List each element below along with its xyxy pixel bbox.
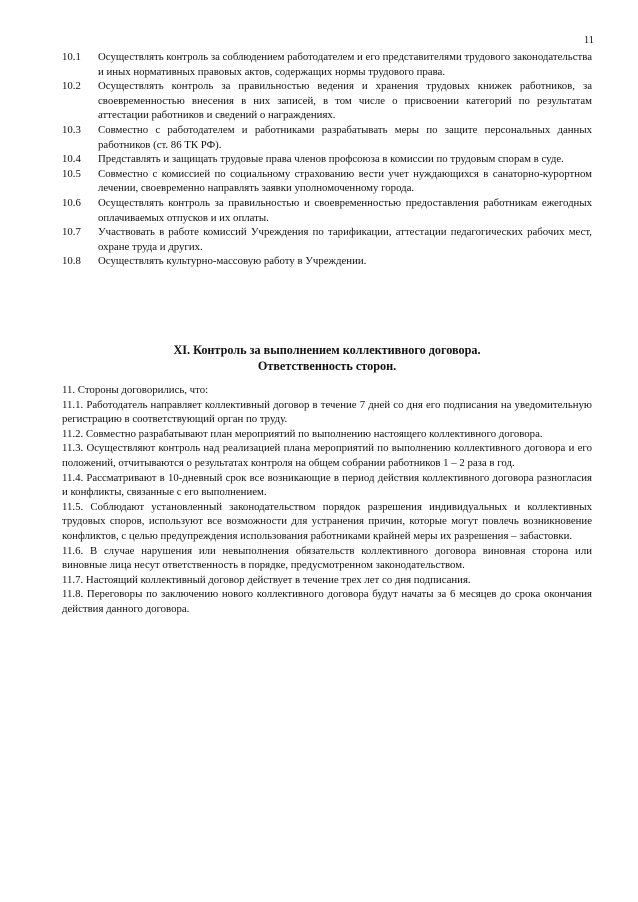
paragraph: 11.1. Работодатель направляет коллективный договор в течение 7 дней со дня его подписания на уведомительную регистрацию в соответствующий орган по труду. xyxy=(62,398,592,426)
paragraph: 11.4. Рассматривают в 10-дневный срок все возникающие в период действия коллективного договора разногласия и конфликты, связанные с его выполнением. xyxy=(62,471,592,499)
paragraph: 11.3. Осуществляют контроль над реализацией плана мероприятий по выполнению коллективного договора и его положений, отчитываются о результатах контроля на общем собрании работников 1 – 2 раза в год. xyxy=(62,442,592,469)
list-item xyxy=(62,225,592,254)
section-title: XI. Контроль за выполнением коллективного договора. xyxy=(173,343,481,357)
list-item xyxy=(62,152,592,167)
paragraph: 11.8. Переговоры по заключению нового коллективного договора будут начаты за 6 месяцев до срока окончания действия данного договора. xyxy=(62,588,592,615)
list-item-number: 10.6 xyxy=(62,196,81,209)
list-item-text: Участвовать в работе комиссий Учреждения по тарификации, аттестации педагогических рабочих мест, охране труда и других. xyxy=(98,226,592,253)
list-item-number: 10.8 xyxy=(62,255,81,268)
paragraph: 11. Стороны договорились, что: xyxy=(62,384,209,396)
list-item-text: Совместно с комиссией по социальному страхованию вести учет нуждающихся в санаторно-курортном лечении, своевременно направлять заявки уполномоченному города. xyxy=(98,167,592,195)
paragraph: 11.6. В случае нарушения или невыполнения обязательств коллективного договора виновная сторона или виновные лица несут ответственность в порядке, предусмотренном законодательством. xyxy=(62,544,592,572)
page-number: 11 xyxy=(583,35,594,46)
list-item-text: Совместно с работодателем и работниками разрабатывать меры по защите персональных данных работников (ст. 86 ТК РФ). xyxy=(98,123,592,151)
list-item-number: 10.5 xyxy=(62,167,81,180)
section-subtitle: Ответственность сторон. xyxy=(257,359,397,373)
paragraph: 11.2. Совместно разрабатывают план мероприятий по выполнению настоящего коллективного договора. xyxy=(62,427,543,440)
paragraph: 11.7. Настоящий коллективный договор действует в течение трех лет со дня подписания. xyxy=(62,573,471,586)
list-item-text: Осуществлять контроль за правильностью и своевременностью предоставления работникам ежегодных оплачиваемых отпусков и их оплаты. xyxy=(98,196,592,224)
section-heading xyxy=(62,342,592,374)
list-item xyxy=(62,196,592,225)
list-item xyxy=(62,79,592,123)
list-item xyxy=(62,50,592,79)
list-item xyxy=(62,123,592,152)
list-item-text: Представлять и защищать трудовые права членов профсоюза в комиссии по трудовым спорам в суде. xyxy=(98,153,564,166)
list-item-number: 10.7 xyxy=(62,226,81,239)
obligations-list xyxy=(62,50,592,269)
section-body xyxy=(62,383,592,617)
list-item xyxy=(62,254,592,269)
list-item-text: Осуществлять контроль за соблюдением работодателем и его представителями трудового законодательства и иных нормативных правовых актов, содержащих нормы трудового права. xyxy=(98,51,592,78)
list-item-number: 10.1 xyxy=(62,51,81,63)
list-item xyxy=(62,167,592,196)
paragraph: 11.5. Соблюдают установленный законодательством порядок разрешения индивидуальных и коллективных трудовых споров, используют все возможности для устранения причин, которые могут повлечь возникновение конфликтов, с целью предупреждения использования работниками крайней меры их разрешения – забастовки. xyxy=(62,500,592,542)
list-item-text: Осуществлять контроль за правильностью ведения и хранения трудовых книжек работников, за своевременностью внесения в них записей, в том числе о присвоении категорий по результатам аттестации работников и сведений о награждениях. xyxy=(98,80,592,122)
list-item-number: 10.4 xyxy=(62,153,81,166)
list-item-number: 10.2 xyxy=(62,80,81,93)
list-item-text: Осуществлять культурно-массовую работу в Учреждении. xyxy=(98,255,367,268)
list-item-number: 10.3 xyxy=(62,123,81,136)
